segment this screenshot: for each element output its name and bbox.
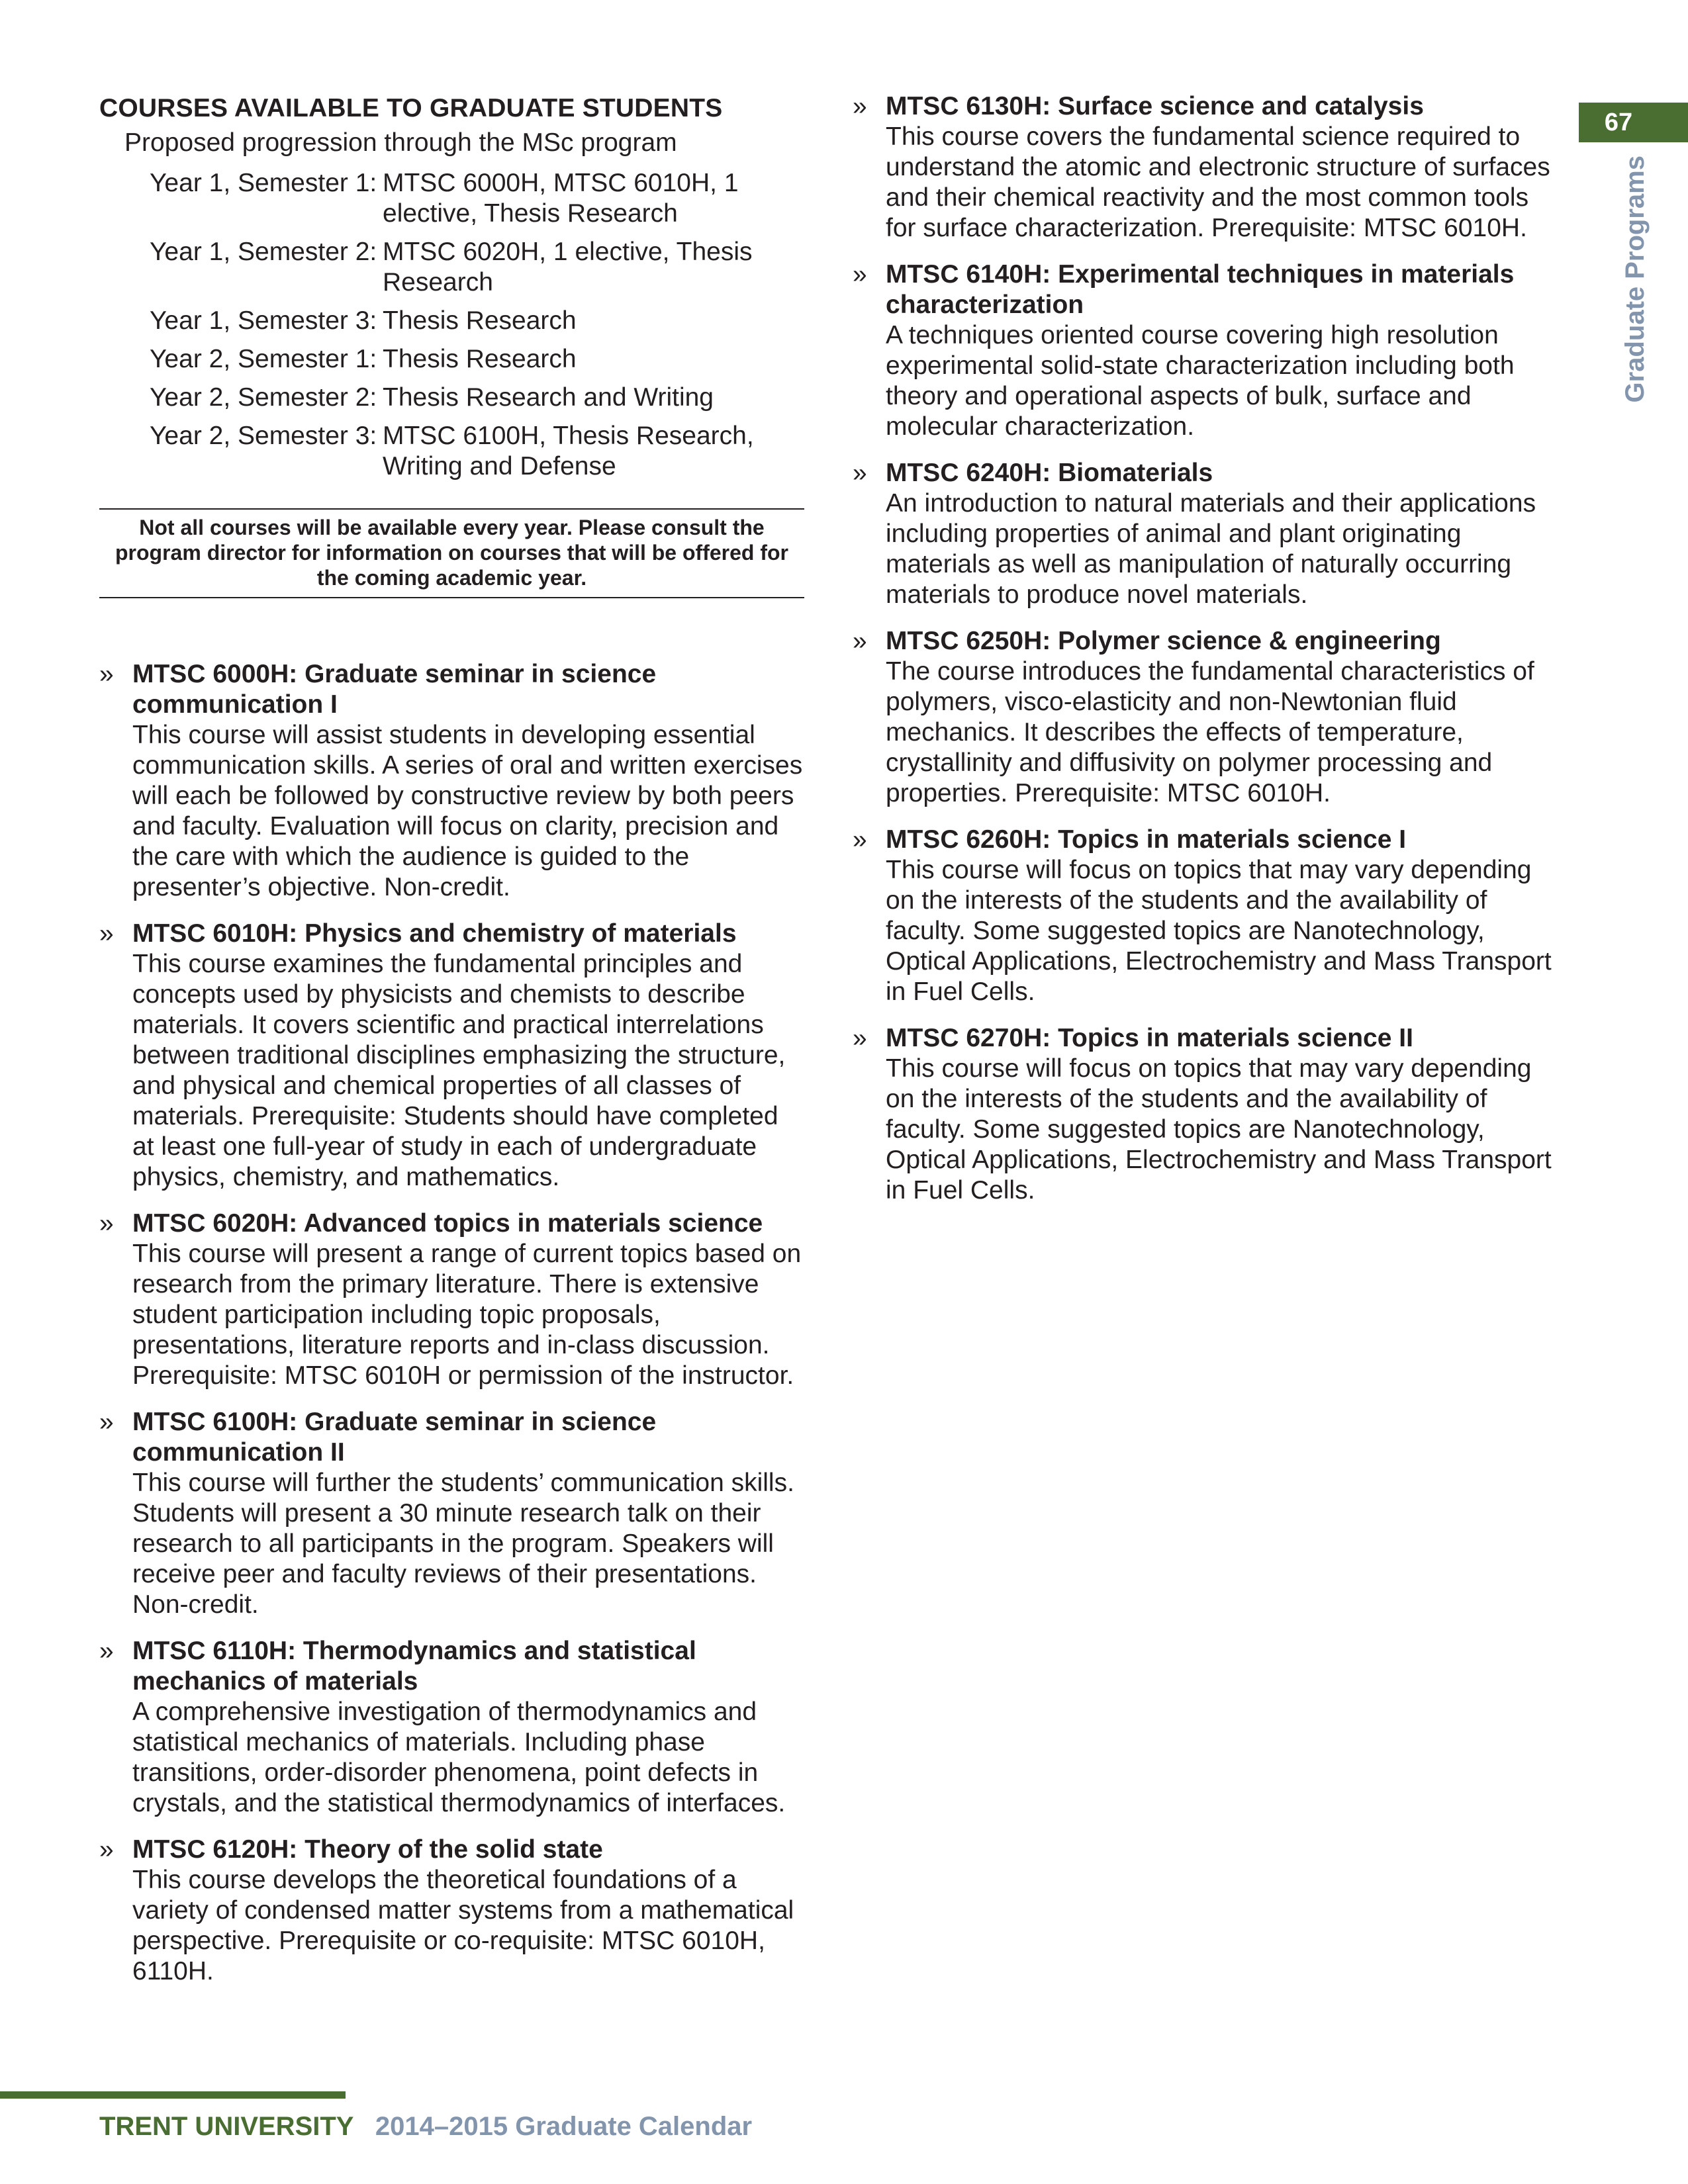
- course-entry: [99, 1208, 804, 1391]
- course-description: This course will assist students in developing essential communication skills. A series of oral and written exercises will each be followed by constructive review by both peers and faculty. Evaluation will focus on clarity, precision and the care with which the audience is guided to the presenter’s objective. Non-credit.: [132, 721, 803, 901]
- course-entry: [99, 659, 804, 903]
- footer-calendar: 2014–2015 Graduate Calendar: [375, 2112, 753, 2141]
- bullet-icon: »: [99, 1637, 114, 1665]
- course-title: MTSC 6260H: Topics in materials science I: [886, 825, 1407, 854]
- footer: [99, 2110, 752, 2143]
- bullet-icon: »: [853, 1024, 867, 1052]
- section-heading: COURSES AVAILABLE TO GRADUATE STUDENTS: [99, 94, 723, 122]
- course-title: MTSC 6000H: Graduate seminar in science communication I: [132, 660, 657, 719]
- course-title: MTSC 6100H: Graduate seminar in science communication II: [132, 1408, 657, 1467]
- left-column: [99, 91, 804, 2003]
- section-side-label: Graduate Programs: [1620, 156, 1650, 403]
- progression-courses: MTSC 6020H, 1 elective, Thesis Research: [383, 238, 753, 296]
- course-description: This course develops the theoretical foundations of a variety of condensed matter systems from a mathematical perspective. Prerequisite or co-requisite: MTSC 6010H, 6110H.: [132, 1866, 794, 1985]
- bullet-icon: »: [99, 1408, 114, 1436]
- bullet-icon: »: [99, 660, 114, 688]
- progression-row: [150, 306, 804, 336]
- course-description: This course will focus on topics that may vary depending on the interests of the students and the availability of faculty. Some suggested topics are Nanotechnology, Optical Applications, Electrochemistry and Mass Transport in Fuel Cells.: [886, 856, 1552, 1006]
- course-description: An introduction to natural materials and their applications including properties of animal and plant originating materials as well as manipulation of naturally occurring materials to produce novel materials.: [886, 489, 1536, 609]
- bullet-icon: »: [853, 260, 867, 289]
- progression-table: [99, 168, 804, 482]
- progression-term: Year 2, Semester 1:: [150, 345, 377, 373]
- progression-courses: Thesis Research: [383, 306, 577, 335]
- course-title: MTSC 6270H: Topics in materials science II: [886, 1024, 1413, 1052]
- bullet-icon: »: [99, 1209, 114, 1238]
- bullet-icon: »: [853, 459, 867, 487]
- progression-row: [150, 421, 804, 482]
- course-title: MTSC 6120H: Theory of the solid state: [132, 1835, 603, 1864]
- progression-row: [150, 237, 804, 298]
- course-title: MTSC 6130H: Surface science and catalysis: [886, 92, 1424, 120]
- course-description: The course introduces the fundamental characteristics of polymers, visco-elasticity and non-Newtonian fluid mechanics. It describes the effects of temperature, crystallinity and diffusivity on polymer processing and properties. Prerequisite: MTSC 6010H.: [886, 657, 1534, 807]
- progression-term: Year 1, Semester 1:: [150, 169, 377, 197]
- progression-term: Year 1, Semester 3:: [150, 306, 377, 335]
- course-title: MTSC 6110H: Thermodynamics and statistical mechanics of materials: [132, 1637, 696, 1696]
- progression-row: [150, 344, 804, 375]
- course-description: This course will present a range of current topics based on research from the primary literature. There is extensive student participation including topic proposals, presentations, literature reports and in-class discussion. Prerequisite: MTSC 6010H or permission of the instructor.: [132, 1240, 802, 1390]
- bullet-icon: »: [99, 919, 114, 948]
- course-entry: [853, 1023, 1554, 1206]
- course-description: This course will further the students’ communication skills. Students will present a 30 minute research talk on their research to all participants in the program. Speakers will receive peer and faculty reviews of their presentations. Non-credit.: [132, 1469, 794, 1619]
- course-description: A comprehensive investigation of thermodynamics and statistical mechanics of materials. Including phase transitions, order-disorder phenomena, point defects in crystals, and the statistical thermodynamics of interfaces.: [132, 1698, 786, 1817]
- progression-row: [150, 383, 804, 413]
- progression-courses: MTSC 6000H, MTSC 6010H, 1 elective, Thesis Research: [383, 169, 739, 228]
- course-entry: [853, 626, 1554, 809]
- course-entry: [853, 458, 1554, 610]
- course-list-left: [99, 659, 804, 1987]
- availability-notice: Not all courses will be available every year. Please consult the program director for information on courses that will be offered for the coming academic year.: [99, 508, 804, 598]
- course-title: MTSC 6020H: Advanced topics in materials science: [132, 1209, 763, 1238]
- course-description: This course will focus on topics that may vary depending on the interests of the students and the availability of faculty. Some suggested topics are Nanotechnology, Optical Applications, Electrochemistry and Mass Transport in Fuel Cells.: [886, 1054, 1552, 1205]
- progression-intro: Proposed progression through the MSc program: [124, 128, 677, 157]
- footer-university: TRENT UNIVERSITY: [99, 2112, 353, 2141]
- course-entry: [99, 1835, 804, 1987]
- course-title: MTSC 6010H: Physics and chemistry of materials: [132, 919, 737, 948]
- course-entry: [99, 1407, 804, 1620]
- course-list-right: [853, 91, 1554, 1206]
- course-entry: [99, 919, 804, 1193]
- course-title: MTSC 6140H: Experimental techniques in materials characterization: [886, 260, 1515, 319]
- bullet-icon: »: [99, 1835, 114, 1864]
- right-column: [853, 91, 1554, 1222]
- course-description: This course covers the fundamental science required to understand the atomic and electronic structure of surfaces and their chemical reactivity and the most common tools for surface characterization. Prerequisite: MTSC 6010H.: [886, 122, 1550, 242]
- bullet-icon: »: [853, 825, 867, 854]
- course-description: A techniques oriented course covering high resolution experimental solid-state characterization including both theory and operational aspects of bulk, surface and molecular characterization.: [886, 321, 1515, 441]
- bullet-icon: »: [853, 627, 867, 655]
- course-entry: [99, 1636, 804, 1819]
- course-entry: [853, 91, 1554, 244]
- progression-term: Year 2, Semester 2:: [150, 383, 377, 412]
- progression-term: Year 1, Semester 2:: [150, 238, 377, 266]
- progression-courses: Thesis Research: [383, 345, 577, 373]
- course-description: This course examines the fundamental principles and concepts used by physicists and chemists to describe materials. It covers scientific and practical interrelations between traditional disciplines emphasizing the structure, and physical and chemical properties of all classes of materials. Prerequisite: Students should have completed at least one full-year of study in each of undergraduate physics, chemistry, and mathematics.: [132, 950, 786, 1191]
- footer-rule: [0, 2091, 346, 2099]
- course-title: MTSC 6240H: Biomaterials: [886, 459, 1213, 487]
- course-entry: [853, 259, 1554, 442]
- progression-courses: Thesis Research and Writing: [383, 383, 714, 412]
- progression-term: Year 2, Semester 3:: [150, 422, 377, 450]
- course-entry: [853, 825, 1554, 1007]
- page-number: 67: [1579, 103, 1688, 142]
- course-title: MTSC 6250H: Polymer science & engineering: [886, 627, 1441, 655]
- progression-courses: MTSC 6100H, Thesis Research, Writing and Defense: [383, 422, 754, 480]
- bullet-icon: »: [853, 92, 867, 120]
- progression-row: [150, 168, 804, 229]
